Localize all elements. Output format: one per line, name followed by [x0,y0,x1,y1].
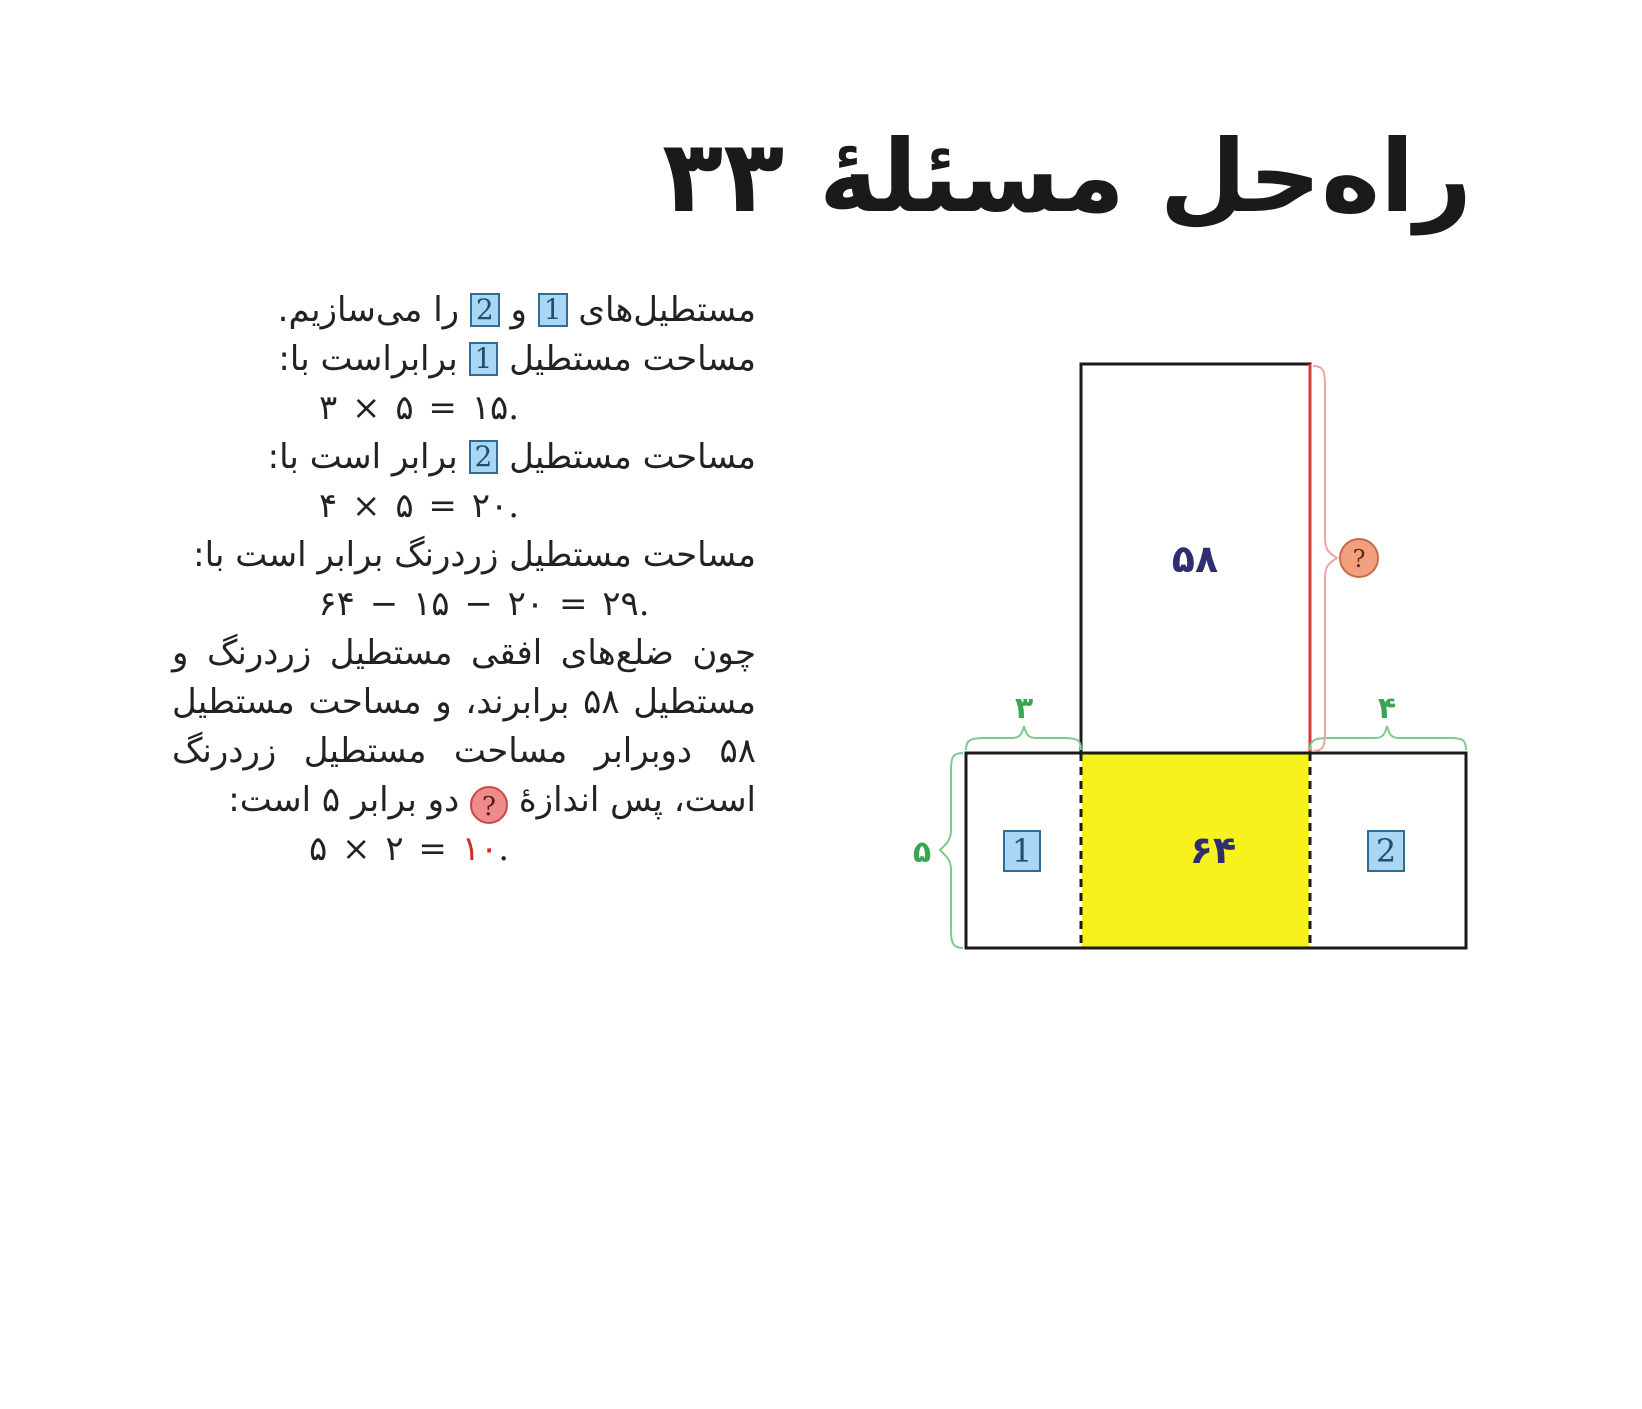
text-fragment: برابراست با: [278,339,458,379]
brace-height [940,753,963,948]
equation-part: . [498,829,510,869]
text-fragment: مستطیل‌های [578,290,756,330]
right-width-label: ۴ [1377,691,1397,726]
rect-1-marker-label: 1 [1011,832,1033,870]
equation-area-1: ۳ × ۵ = ۱۵. [318,388,520,428]
text-fragment: دو برابر ۵ است: [228,780,460,820]
equation-yellow-area: ۶۴ − ۱۵ − ۲۰ = ۲۹. [318,584,650,624]
rect-2-badge: 2 [470,293,500,327]
text-fragment: مساحت مستطیل [509,339,756,379]
rect-2-marker-label: 2 [1375,832,1397,870]
brace-left-width [966,726,1081,750]
text-fragment: مساحت مستطیل [509,437,756,477]
left-width-label: ۳ [1014,691,1034,726]
solution-title: راه‌حل مسئلهٔ ۳۳ [662,118,1472,235]
question-icon: ? [470,786,508,824]
rect-1-badge: 1 [469,342,499,376]
brace-right-width [1310,726,1466,750]
equation-area-2: ۴ × ۵ = ۲۰. [318,486,520,526]
equation-part: ۵ × ۲ = [308,829,462,869]
paragraph-yellow-area: مساحت مستطیل زردرنگ برابر است با: [193,535,756,575]
text-fragment: را می‌سازیم. [277,290,460,330]
text-fragment: برابر است با: [267,437,458,477]
height-label: ۵ [912,835,932,870]
top-area-label: ۵۸ [1171,537,1219,581]
rect-2-badge: 2 [469,440,499,474]
yellow-area-label: ۶۴ [1189,828,1237,872]
answer-value: ۱۰ [461,829,499,869]
unknown-circle-label: ? [1352,545,1366,573]
rect-1-badge: 1 [538,293,568,327]
text-fragment: چون ضلع‌های افقی مستطیل زردرنگ و مستطیل ۵۸ برابرند، و مساحت مستطیل ۵۸ دوبرابر مساحت مستطیل زردرنگ است، پس اندازهٔ [172,633,756,820]
brace-unknown [1313,366,1337,751]
text-fragment: و [510,290,527,330]
